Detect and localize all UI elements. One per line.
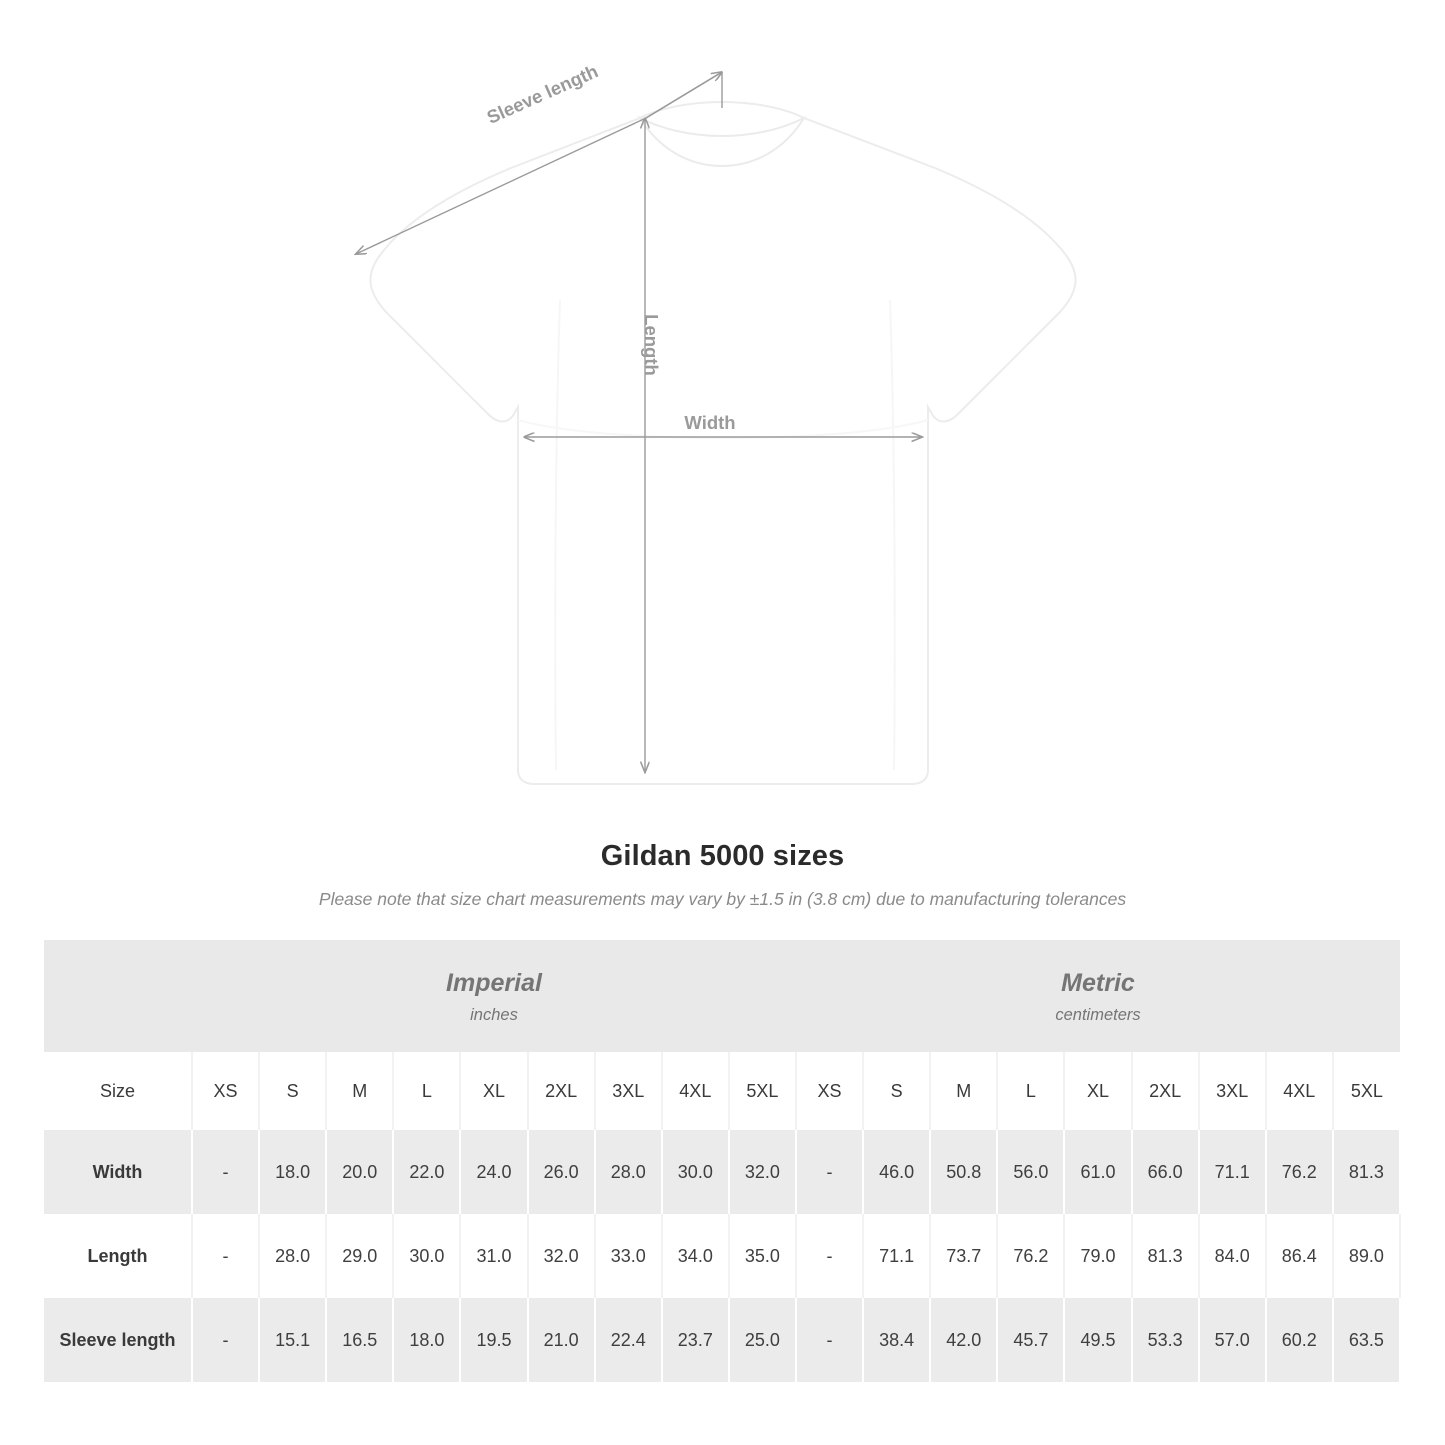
cell-length-metric-4xl: 86.4 bbox=[1266, 1214, 1333, 1298]
cell-length-imperial-l: 30.0 bbox=[393, 1214, 460, 1298]
unit-header-spacer bbox=[44, 940, 192, 1052]
size-table bbox=[44, 940, 1401, 1382]
cell-sleeve-metric-3xl: 57.0 bbox=[1199, 1298, 1266, 1382]
cell-width-imperial-xl: 24.0 bbox=[460, 1130, 527, 1214]
tolerance-note: Please note that size chart measurements may vary by ±1.5 in (3.8 cm) due to manufacturing tolerances bbox=[318, 889, 1127, 909]
cell-sleeve-imperial-2xl: 21.0 bbox=[528, 1298, 595, 1382]
cell-width-metric-4xl: 76.2 bbox=[1266, 1130, 1333, 1214]
cell-sleeve-metric-m: 42.0 bbox=[930, 1298, 997, 1382]
col-header-metric-5xl: 5XL bbox=[1333, 1052, 1400, 1130]
cell-length-metric-3xl: 84.0 bbox=[1199, 1214, 1266, 1298]
size-table-wrapper bbox=[44, 940, 1401, 1382]
imperial-unit-label: inches bbox=[470, 1005, 518, 1024]
col-header-imperial-2xl: 2XL bbox=[528, 1052, 595, 1130]
metric-system-label: Metric bbox=[1061, 968, 1135, 997]
row-label-length: Length bbox=[44, 1214, 192, 1298]
cell-width-metric-2xl: 66.0 bbox=[1132, 1130, 1199, 1214]
length-label: Length bbox=[641, 314, 662, 376]
cell-sleeve-imperial-3xl: 22.4 bbox=[595, 1298, 662, 1382]
sleeve-length-label: Sleeve length bbox=[483, 60, 602, 128]
cell-sleeve-imperial-s: 15.1 bbox=[259, 1298, 326, 1382]
col-header-imperial-m: M bbox=[326, 1052, 393, 1130]
col-header-metric-4xl: 4XL bbox=[1266, 1052, 1333, 1130]
col-header-metric-l: L bbox=[997, 1052, 1064, 1130]
cell-length-imperial-2xl: 32.0 bbox=[528, 1214, 595, 1298]
cell-width-metric-m: 50.8 bbox=[930, 1130, 997, 1214]
cell-width-imperial-4xl: 30.0 bbox=[662, 1130, 729, 1214]
imperial-system-label: Imperial bbox=[446, 968, 542, 997]
unit-header-row bbox=[44, 940, 1400, 1052]
cell-length-metric-xs: - bbox=[796, 1214, 863, 1298]
cell-length-metric-s: 71.1 bbox=[863, 1214, 930, 1298]
col-header-metric-3xl: 3XL bbox=[1199, 1052, 1266, 1130]
cell-length-metric-m: 73.7 bbox=[930, 1214, 997, 1298]
cell-sleeve-metric-4xl: 60.2 bbox=[1266, 1298, 1333, 1382]
table-row-sleeve-length bbox=[44, 1298, 1400, 1382]
cell-width-imperial-2xl: 26.0 bbox=[528, 1130, 595, 1214]
cell-length-imperial-xl: 31.0 bbox=[460, 1214, 527, 1298]
cell-width-metric-l: 56.0 bbox=[997, 1130, 1064, 1214]
page-title: Gildan 5000 sizes bbox=[600, 840, 845, 872]
col-header-imperial-5xl: 5XL bbox=[729, 1052, 796, 1130]
cell-length-imperial-m: 29.0 bbox=[326, 1214, 393, 1298]
col-header-imperial-l: L bbox=[393, 1052, 460, 1130]
tshirt-shape bbox=[370, 102, 1075, 784]
cell-width-imperial-l: 22.0 bbox=[393, 1130, 460, 1214]
cell-length-imperial-5xl: 35.0 bbox=[729, 1214, 796, 1298]
cell-length-metric-2xl: 81.3 bbox=[1132, 1214, 1199, 1298]
cell-width-metric-5xl: 81.3 bbox=[1333, 1130, 1400, 1214]
cell-sleeve-imperial-m: 16.5 bbox=[326, 1298, 393, 1382]
col-header-metric-xs: XS bbox=[796, 1052, 863, 1130]
table-row-width bbox=[44, 1130, 1400, 1214]
cell-sleeve-imperial-xl: 19.5 bbox=[460, 1298, 527, 1382]
cell-length-metric-xl: 79.0 bbox=[1064, 1214, 1131, 1298]
cell-sleeve-metric-2xl: 53.3 bbox=[1132, 1298, 1199, 1382]
cell-length-imperial-4xl: 34.0 bbox=[662, 1214, 729, 1298]
cell-width-imperial-s: 18.0 bbox=[259, 1130, 326, 1214]
cell-sleeve-imperial-xs: - bbox=[192, 1298, 259, 1382]
row-header-size: Size bbox=[44, 1052, 192, 1130]
cell-length-metric-l: 76.2 bbox=[997, 1214, 1064, 1298]
cell-width-metric-s: 46.0 bbox=[863, 1130, 930, 1214]
cell-width-imperial-xs: - bbox=[192, 1130, 259, 1214]
cell-width-metric-3xl: 71.1 bbox=[1199, 1130, 1266, 1214]
cell-sleeve-metric-xs: - bbox=[796, 1298, 863, 1382]
title-block bbox=[0, 840, 1445, 910]
cell-length-imperial-s: 28.0 bbox=[259, 1214, 326, 1298]
cell-sleeve-imperial-5xl: 25.0 bbox=[729, 1298, 796, 1382]
cell-sleeve-imperial-4xl: 23.7 bbox=[662, 1298, 729, 1382]
cell-sleeve-imperial-l: 18.0 bbox=[393, 1298, 460, 1382]
width-label: Width bbox=[684, 412, 736, 433]
col-header-imperial-4xl: 4XL bbox=[662, 1052, 729, 1130]
cell-sleeve-metric-l: 45.7 bbox=[997, 1298, 1064, 1382]
col-header-imperial-s: S bbox=[259, 1052, 326, 1130]
imperial-header bbox=[192, 940, 796, 1052]
col-header-metric-2xl: 2XL bbox=[1132, 1052, 1199, 1130]
col-header-imperial-xs: XS bbox=[192, 1052, 259, 1130]
row-label-sleeve-length: Sleeve length bbox=[44, 1298, 192, 1382]
cell-length-metric-5xl: 89.0 bbox=[1333, 1214, 1400, 1298]
cell-width-metric-xs: - bbox=[796, 1130, 863, 1214]
col-header-metric-m: M bbox=[930, 1052, 997, 1130]
cell-sleeve-metric-s: 38.4 bbox=[863, 1298, 930, 1382]
cell-width-imperial-m: 20.0 bbox=[326, 1130, 393, 1214]
row-label-width: Width bbox=[44, 1130, 192, 1214]
cell-width-imperial-5xl: 32.0 bbox=[729, 1130, 796, 1214]
size-header-row bbox=[44, 1052, 1400, 1130]
col-header-imperial-xl: XL bbox=[460, 1052, 527, 1130]
cell-sleeve-metric-xl: 49.5 bbox=[1064, 1298, 1131, 1382]
metric-unit-label: centimeters bbox=[1055, 1005, 1141, 1024]
cell-length-imperial-3xl: 33.0 bbox=[595, 1214, 662, 1298]
cell-width-metric-xl: 61.0 bbox=[1064, 1130, 1131, 1214]
cell-width-imperial-3xl: 28.0 bbox=[595, 1130, 662, 1214]
metric-header bbox=[796, 940, 1400, 1052]
col-header-metric-s: S bbox=[863, 1052, 930, 1130]
table-row-length bbox=[44, 1214, 1400, 1298]
cell-length-imperial-xs: - bbox=[192, 1214, 259, 1298]
col-header-metric-xl: XL bbox=[1064, 1052, 1131, 1130]
col-header-imperial-3xl: 3XL bbox=[595, 1052, 662, 1130]
cell-sleeve-metric-5xl: 63.5 bbox=[1333, 1298, 1400, 1382]
